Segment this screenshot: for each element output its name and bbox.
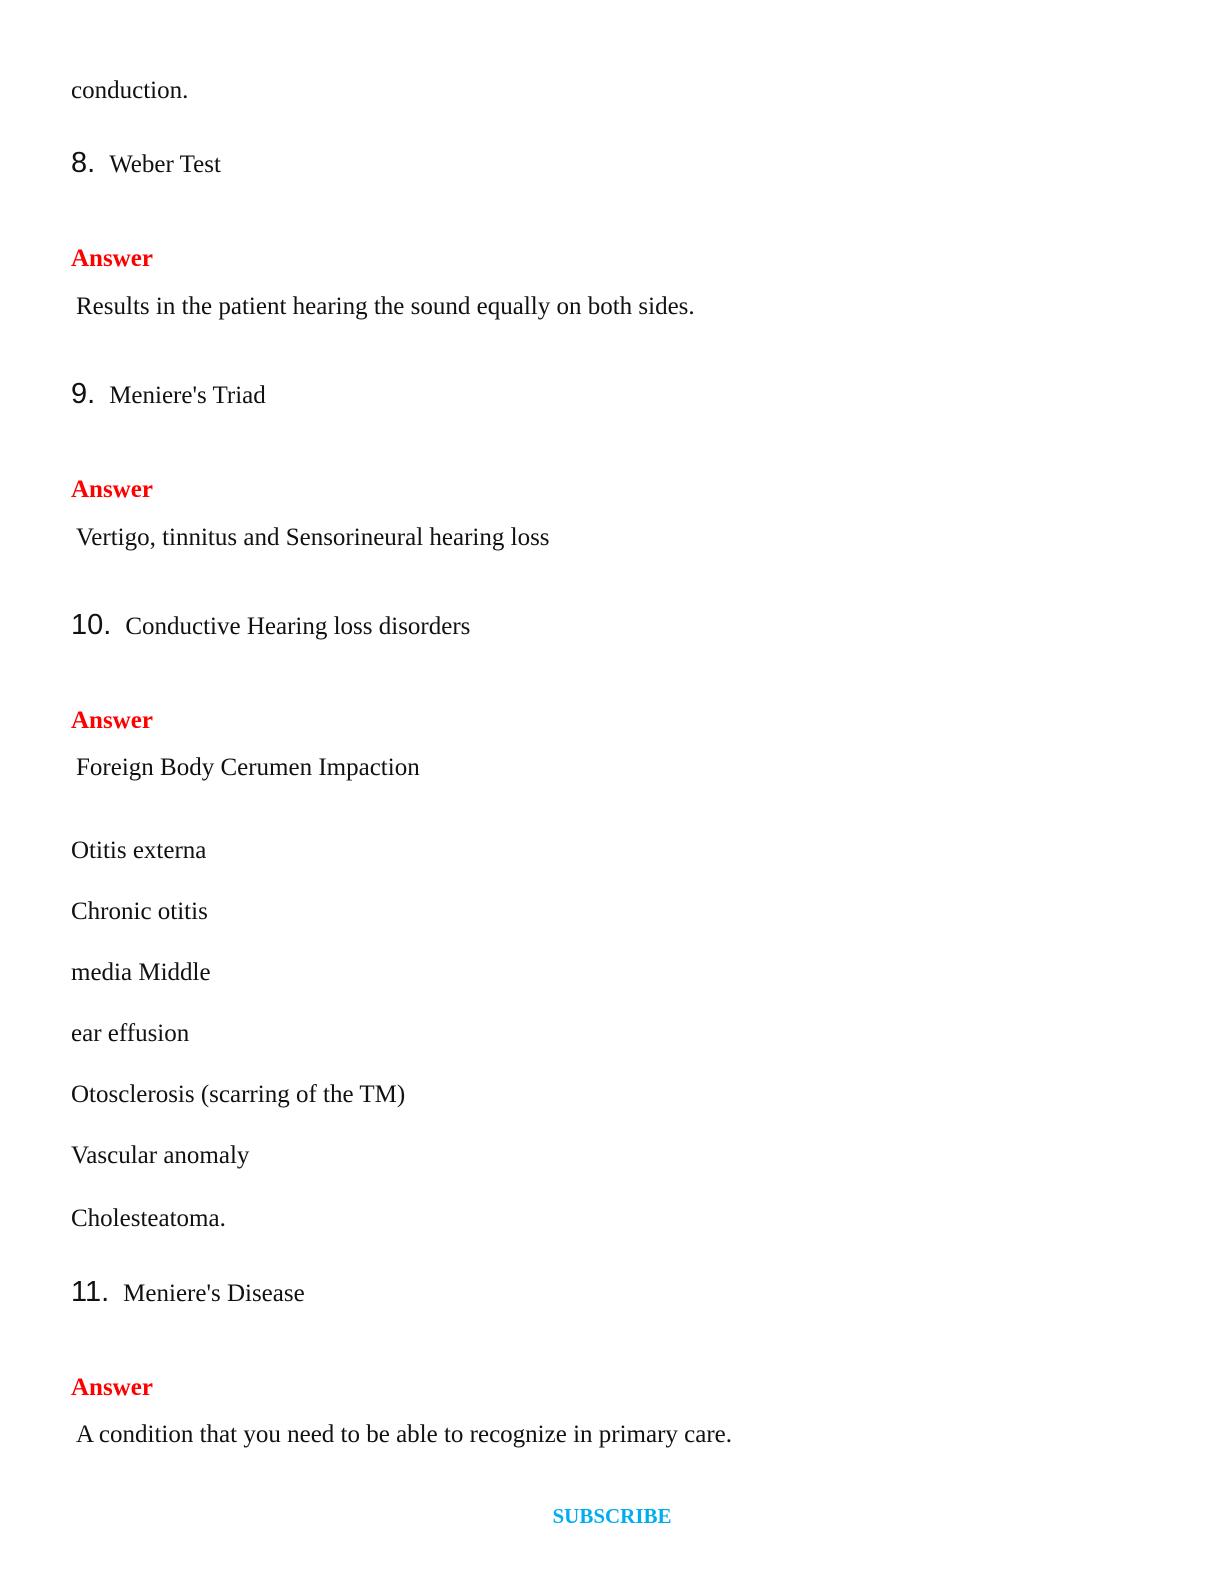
question-number: 11.	[71, 1276, 110, 1308]
question-number: 9.	[71, 378, 96, 410]
answer-text: A condition that you need to be able to recognize in primary care.	[76, 1421, 733, 1448]
answer-text: Foreign Body Cerumen Impaction	[76, 754, 420, 781]
answer-label: Answer	[71, 245, 153, 272]
question-10	[71, 608, 470, 647]
list-item: Vascular anomaly	[71, 1142, 250, 1169]
question-number: 8.	[71, 147, 96, 179]
list-item: Otitis externa	[71, 837, 207, 864]
list-item: Otosclerosis (scarring of the TM)	[71, 1081, 406, 1108]
list-item: ear effusion	[71, 1020, 190, 1047]
list-item: Chronic otitis	[71, 898, 208, 925]
answer-label: Answer	[71, 1374, 153, 1401]
question-title: Meniere's Triad	[109, 382, 266, 409]
intro-text: conduction.	[71, 77, 189, 104]
question-11	[71, 1275, 305, 1314]
question-title: Weber Test	[109, 151, 221, 178]
list-item: media Middle	[71, 959, 211, 986]
answer-label: Answer	[71, 707, 153, 734]
question-number: 10.	[71, 609, 112, 641]
question-title: Meniere's Disease	[123, 1280, 305, 1307]
question-title: Conductive Hearing loss disorders	[125, 613, 471, 640]
answer-text: Results in the patient hearing the sound equally on both sides.	[76, 293, 695, 320]
question-8	[71, 146, 221, 185]
list-item: Cholesteatoma.	[71, 1205, 226, 1232]
question-9	[71, 377, 266, 416]
subscribe-link[interactable]: SUBSCRIBE	[552, 1504, 672, 1528]
answer-text: Vertigo, tinnitus and Sensorineural hearing loss	[76, 524, 550, 551]
answer-label: Answer	[71, 476, 153, 503]
